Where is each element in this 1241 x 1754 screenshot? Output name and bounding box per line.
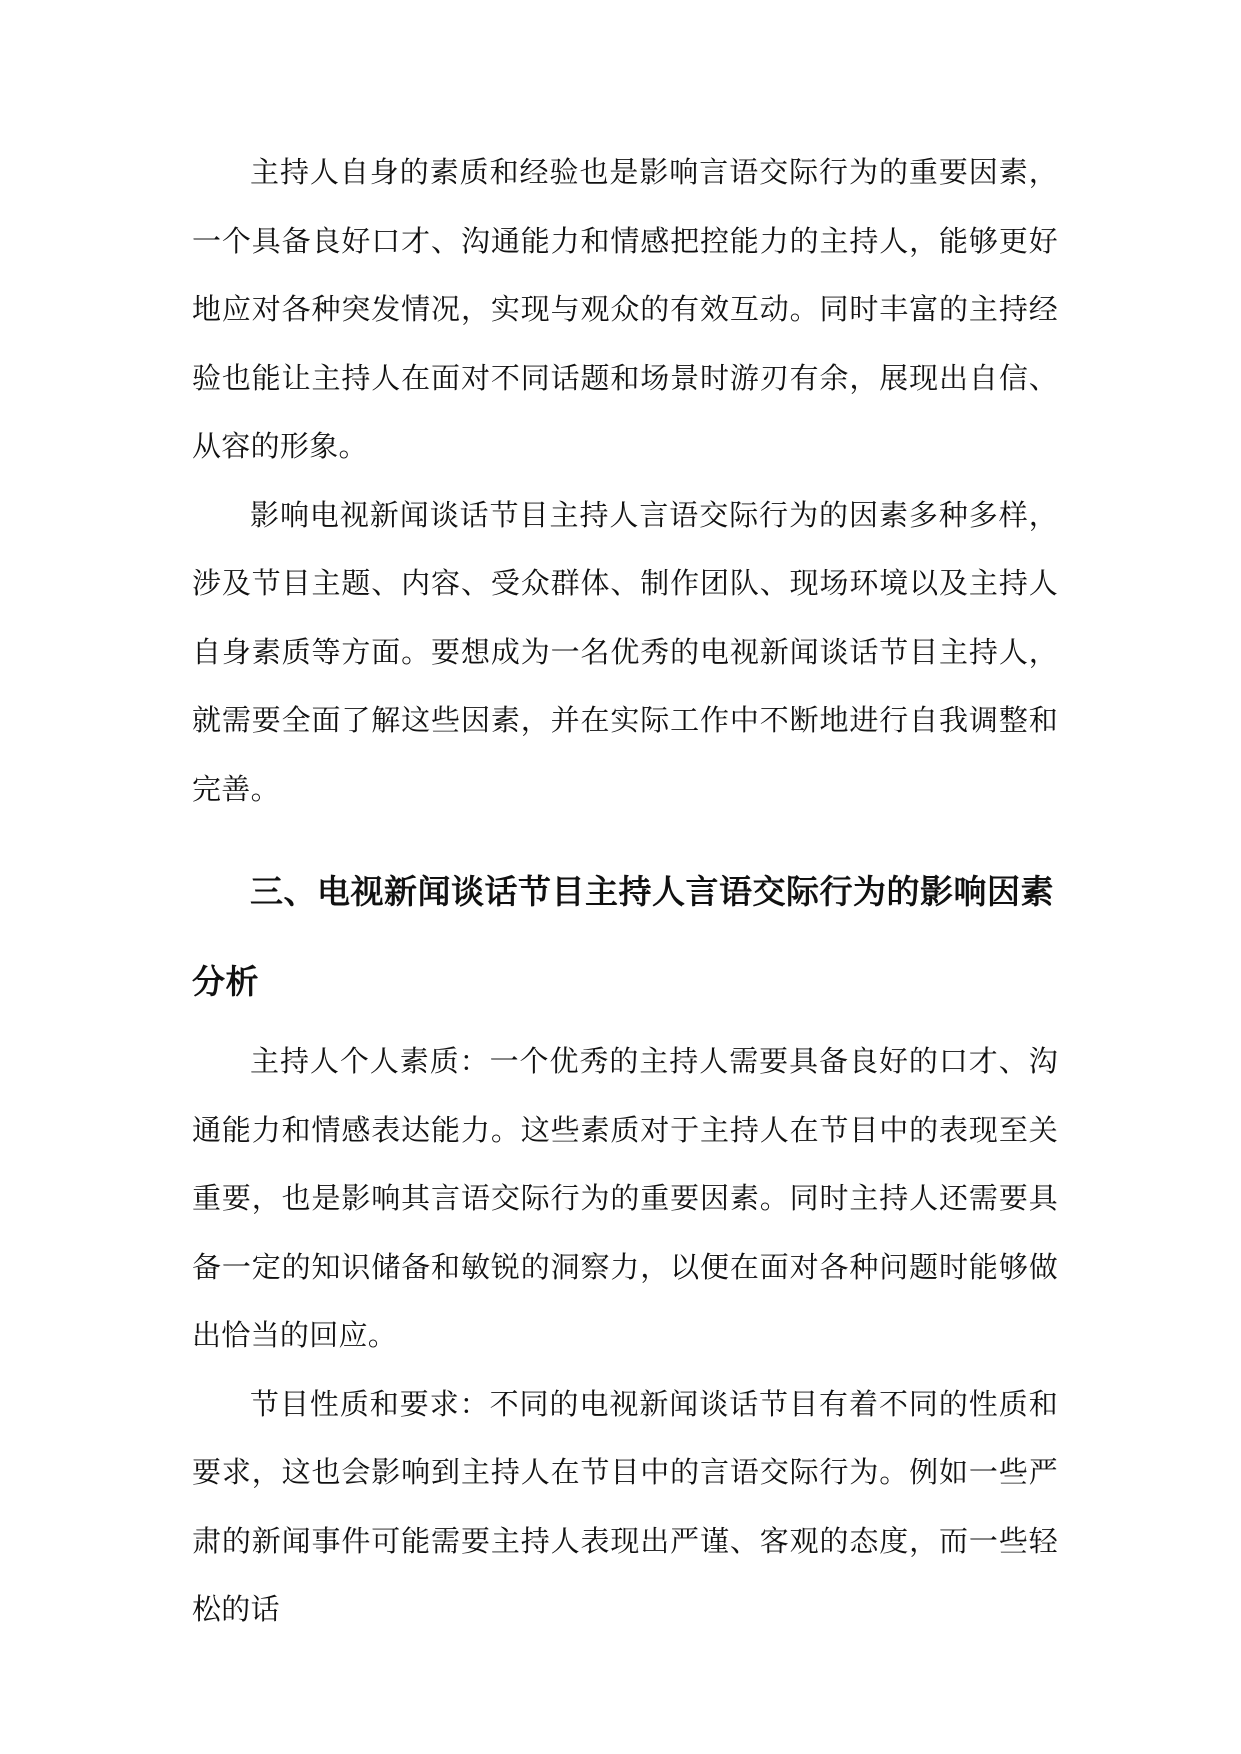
body-paragraph-program-nature: 节目性质和要求：不同的电视新闻谈话节目有着不同的性质和要求，这也会影响到主持人在节目中的言语交际行为。例如一些严肃的新闻事件可能需要主持人表现出严谨、客观的态度，而一些轻松的话 bbox=[192, 1386, 1058, 1626]
section-heading: 三、电视新闻谈话节目主持人言语交际行为的影响因素分析 bbox=[192, 872, 1054, 1001]
body-paragraph-factors-summary: 影响电视新闻谈话节目主持人言语交际行为的因素多种多样，涉及节目主题、内容、受众群体、制作团队、现场环境以及主持人自身素质等方面。要想成为一名优秀的电视新闻谈话节目主持人，就需要全面了解这些因素，并在实际工作中不断地进行自我调整和完善。 bbox=[192, 497, 1058, 806]
document-page bbox=[192, 138, 1058, 1644]
body-paragraph-host-quality: 主持人自身的素质和经验也是影响言语交际行为的重要因素，一个具备良好口才、沟通能力和情感把控能力的主持人，能够更好地应对各种突发情况，实现与观众的有效互动。同时丰富的主持经验也能让主持人在面对不同话题和场景时游刃有余，展现出自信、从容的形象。 bbox=[192, 155, 1058, 463]
body-paragraph-personal-quality: 主持人个人素质：一个优秀的主持人需要具备良好的口才、沟通能力和情感表达能力。这些素质对于主持人在节目中的表现至关重要，也是影响其言语交际行为的重要因素。同时主持人还需要具备一定的知识储备和敏锐的洞察力，以便在面对各种问题时能够做出恰当的回应。 bbox=[192, 1044, 1058, 1352]
